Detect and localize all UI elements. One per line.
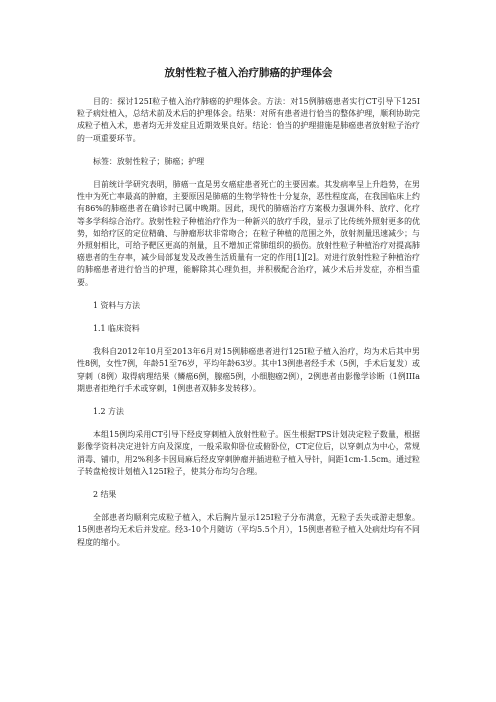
section-1-heading: 1 资料与方法: [93, 300, 140, 310]
abstract-paragraph: 目的：探讨125I粒子植入治疗肺癌的护理体会。方法：对15例肺癌患者实行CT引导下125I粒子病灶植入，总结术前及术后的护理体会。结果：对所有患者进行恰当的整体护理，顺利协助完成粒子植入术，患者均无并发症且近期效果良好。结论：恰当的护理措施是肺癌患者放射粒子治疗的一项重要环节。: [77, 97, 420, 143]
section-1-1-heading: 1.1 临床资料: [93, 324, 140, 334]
clinical-data-paragraph: 我科自2012年10月至2013年6月对15例肺癌患者进行125I粒子植入治疗，均为术后其中男性8例，女性7例，年龄51至76岁，平均年龄63岁。其中13例患者经手术（5例，手术后复发）或穿刺（8例）取得病理结果（鳞癌6例，腺癌5例，小细胞癌2例），2例患者由影像学诊断（1例IIIa期患者拒绝行手术或穿刺，1例患者双肺多发转移）。: [77, 347, 420, 393]
document-page: [77, 66, 420, 560]
intro-paragraph: 目前统计学研究表明，肺癌一直是男女癌症患者死亡的主要因素。其发病率呈上升趋势，在男性中为死亡率最高的肿瘤，主要原因是肺癌的生物学特性十分复杂，恶性程度高，在我国临床上约有86%的肺癌患者在确诊时已属中晚期。因此，现代的肺癌治疗方案极力强调外科、放疗、化疗等多学科综合治疗。放射性粒子种植治疗作为一种新兴的放疗手段，显示了比传统外照射更多的优势，如给疗区的定位精确、与肿瘤形状非常吻合；在粒子种植的范围之外，放射剂量迅速减少；与外照射相比，可给予靶区更高的剂量，且不增加正常肺组织的损伤。放射性粒子种植治疗对提高肺癌患者的生存率，减少局部复发及改善生活质量有一定的作用[1][2]。对进行放射性粒子种植治疗的肺癌患者进行恰当的护理，能解除其心理负担，并积极配合治疗，减少术后并发症，亦相当重要。: [77, 180, 420, 287]
section-2-heading: 2 结果: [93, 490, 117, 500]
method-paragraph: 本组15例均采用CT引导下经皮穿刺植入放射性粒子。医生根据TPS计划决定粒子数量，根据影像学资料决定进针方向及深度，一般采取仰卧位或俯卧位，CT定位后，以穿刺点为中心，常规消毒、铺巾，用2%利多卡因局麻后经皮穿刺肿瘤并插进粒子植入导针，间距1cm-1.5cm。通过粒子转盘枪按计划植入125I粒子，使其分布均匀合理。: [77, 430, 420, 476]
section-1-2-heading: 1.2 方法: [93, 407, 124, 417]
keywords-line: 标签：放射性粒子；肺癌；护理: [93, 156, 205, 166]
document-title: 放射性粒子植入治疗肺癌的护理体会: [164, 67, 333, 79]
results-paragraph: 全部患者均顺利完成粒子植入，术后胸片显示125I粒子分布满意，无粒子丢失或游走想象。15例患者均无术后并发症。经3-10个月随访（平均5.5个月），15例患者粒子植入处病灶均有不同程度的缩小。: [77, 513, 420, 547]
